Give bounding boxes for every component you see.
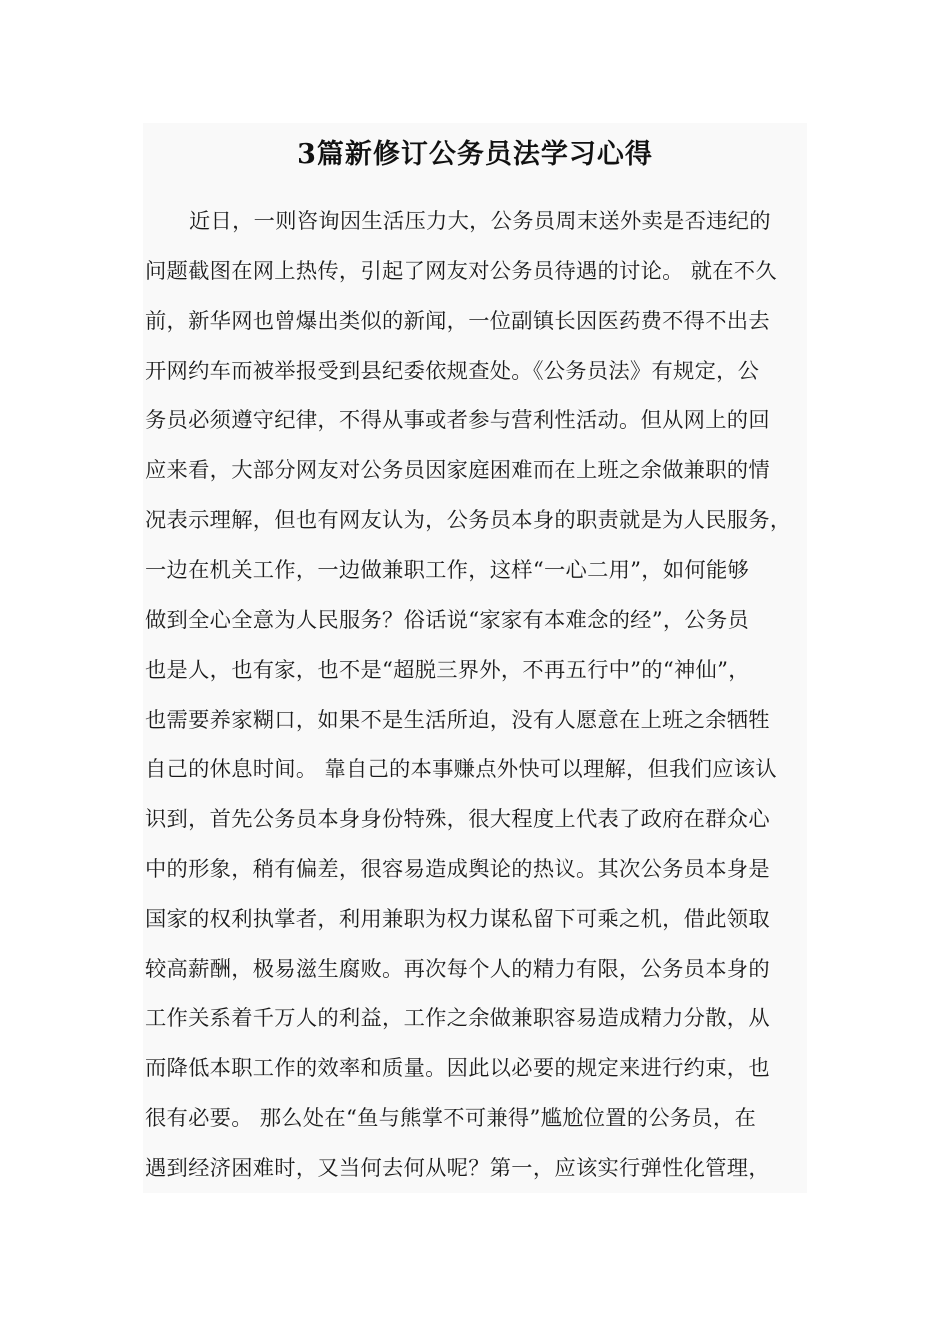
body-line: 做到全心全意为人民服务？俗话说“家家有本难念的经”，公务员: [145, 608, 750, 633]
body-line: 况表示理解，但也有网友认为，公务员本身的职责就是为人民服务，: [145, 508, 792, 533]
body-line: 遇到经济困难时，又当何去何从呢？第一，应该实行弹性化管理，: [145, 1156, 770, 1181]
body-line: 也是人，也有家，也不是“超脱三界外，不再五行中”的“神仙”，: [145, 658, 750, 683]
body-line: 近日，一则咨询因生活压力大，公务员周末送外卖是否违纪的: [189, 209, 771, 234]
body-line: 中的形象，稍有偏差，很容易造成舆论的热议。其次公务员本身是: [145, 857, 770, 882]
body-line: 很有必要。 那么处在“鱼与熊掌不可兼得”尴尬位置的公务员，在: [145, 1106, 757, 1131]
body-line: 自己的休息时间。 靠自己的本事赚点外快可以理解，但我们应该认: [145, 757, 777, 782]
body-line: 应来看，大部分网友对公务员因家庭困难而在上班之余做兼职的情: [145, 458, 770, 483]
body-line: 务员必须遵守纪律，不得从事或者参与营利性活动。但从网上的回: [145, 408, 770, 433]
body-line: 前，新华网也曾爆出类似的新闻，一位副镇长因医药费不得不出去: [145, 309, 770, 334]
body-line: 较高薪酬，极易滋生腐败。再次每个人的精力有限，公务员本身的: [145, 957, 770, 982]
body-line: 工作关系着千万人的利益，工作之余做兼职容易造成精力分散，从: [145, 1006, 770, 1031]
body-line: 而降低本职工作的效率和质量。因此以必要的规定来进行约束，也: [145, 1056, 770, 1081]
body-line: 国家的权利执掌者，利用兼职为权力谋私留下可乘之机，借此领取: [145, 907, 770, 932]
body-line: 开网约车而被举报受到县纪委依规查处。《公务员法》有规定，公: [145, 359, 760, 384]
document-title: 3篇新修订公务员法学习心得: [297, 139, 653, 170]
body-line: 一边在机关工作，一边做兼职工作，这样“一心二用”，如何能够: [145, 558, 750, 583]
body-line: 识到，首先公务员本身身份特殊，很大程度上代表了政府在群众心: [145, 807, 770, 832]
body-line: 问题截图在网上热传，引起了网友对公务员待遇的讨论。 就在不久: [145, 259, 777, 284]
body-line: 也需要养家糊口，如果不是生活所迫，没有人愿意在上班之余牺牲: [145, 708, 770, 733]
